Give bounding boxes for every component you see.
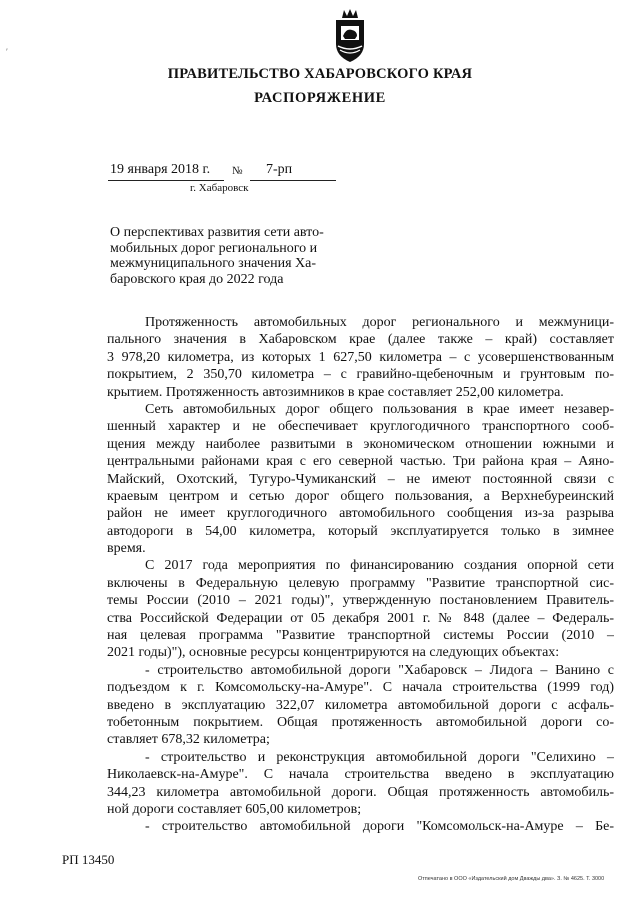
body-line: ной дороги составляет 605,00 километров; [107,801,362,817]
body-line: темы России (2010 – 2021 годы)", утвержденную постановлением Правитель- [107,593,614,609]
body-line: Майский, Охотский, Тугуро-Чумиканский – не имеют постоянной связи с [107,471,614,487]
body-line: шенный характер и не обеспечивает круглогодичного транспортного сооб- [107,419,614,435]
body-line: подъездом к г. Комсомольску-на-Амуре". С начала строительства (1999 год) [107,680,614,696]
body-line: Сеть автомобильных дорог общего пользования в крае имеет незавер- [145,401,614,417]
number-sign: № [232,165,243,177]
body-line: щения между наиболее развитыми в экономическом отношении южными и [107,436,614,452]
subject-line: межмуниципального значения Ха- [110,256,317,271]
body-line: ставляет 678,32 километра; [107,732,270,748]
body-line: Николаевск-на-Амуре". С начала строительства введено в эксплуатацию [107,767,614,783]
margin-mark: ′ [6,47,8,57]
subject-line: О перспективах развития сети авто- [110,225,324,240]
body-line: центральными районами края с его северной частью. Три района края – Аяно- [107,454,614,470]
body-line: пального значения в Хабаровском крае (далее также – край) составляет [107,332,614,348]
body-line: время. [107,541,146,557]
body-line: 344,23 километра автомобильной дороги. Общая протяженность автомобиль- [107,784,614,800]
document-date: 19 января 2018 г. [110,162,211,177]
document-city: г. Хабаровск [190,182,249,194]
document-code: РП 13450 [62,852,115,867]
document-number: 7-рп [266,162,293,177]
coat-of-arms-emblem [328,6,372,64]
body-line: 3 978,20 километра, из которых 1 627,50 километра – с усовершенствованным [107,349,614,365]
body-line: - строительство и реконструкция автомобильной дороги "Селихино – [145,749,614,765]
document-body [107,314,614,836]
body-line: покрытием, 2 350,70 километра – с гравийно-щебеночным и грунтовым по- [107,367,614,383]
body-line: 2021 годы)"), основные ресурсы концентрируются на следующих объектах: [107,645,560,661]
body-line: тобетонным покрытием. Общая протяженность автомобильной дороги со- [107,714,614,730]
body-line: автодороги в 54,00 километра, который эксплуатируется только в зимнее [107,523,614,539]
subject-line: баровского края до 2022 года [110,271,284,287]
document-subject [110,225,340,287]
number-underline [250,180,336,181]
subject-line: мобильных дорог регионального и [110,240,318,256]
body-line: крытием. Протяженность автозимников в крае составляет 252,00 километра. [107,384,564,400]
body-line: краевым центром и сетью дорог общего пользования, а Верхнебуреинский [107,488,614,504]
government-title: ПРАВИТЕЛЬСТВО ХАБАРОВСКОГО КРАЯ [167,66,473,82]
body-line: Протяженность автомобильных дорог регионального и межмуници- [145,315,614,330]
date-underline [108,180,224,181]
body-line: район не имеет круглогодичного автомобильного сообщения из-за разрыва [107,506,614,522]
document-type-title: РАСПОРЯЖЕНИЕ [254,90,386,106]
body-line: включены в Федеральную целевую программу "Развитие транспортной сис- [107,575,614,591]
body-line: С 2017 года мероприятия по финансированию создания опорной сети [145,558,614,574]
body-line: - строительство автомобильной дороги "Комсомольск-на-Амуре – Бе- [145,819,614,835]
body-line: ства Российской Федерации от 05 декабря 2001 г. № 848 (далее – Федераль- [107,610,614,626]
body-line: введено в эксплуатацию 322,07 километра автомобильной дороги с асфаль- [107,697,614,713]
body-line: - строительство автомобильной дороги "Хабаровск – Лидога – Ванино с [145,662,614,678]
body-line: ная целевая программа "Развитие транспортной системы России (2010 – [107,628,614,644]
printer-imprint: Отпечатано в ООО «Издательский дом Дважды два». З. № 4625. Т. 3000 [418,876,605,882]
